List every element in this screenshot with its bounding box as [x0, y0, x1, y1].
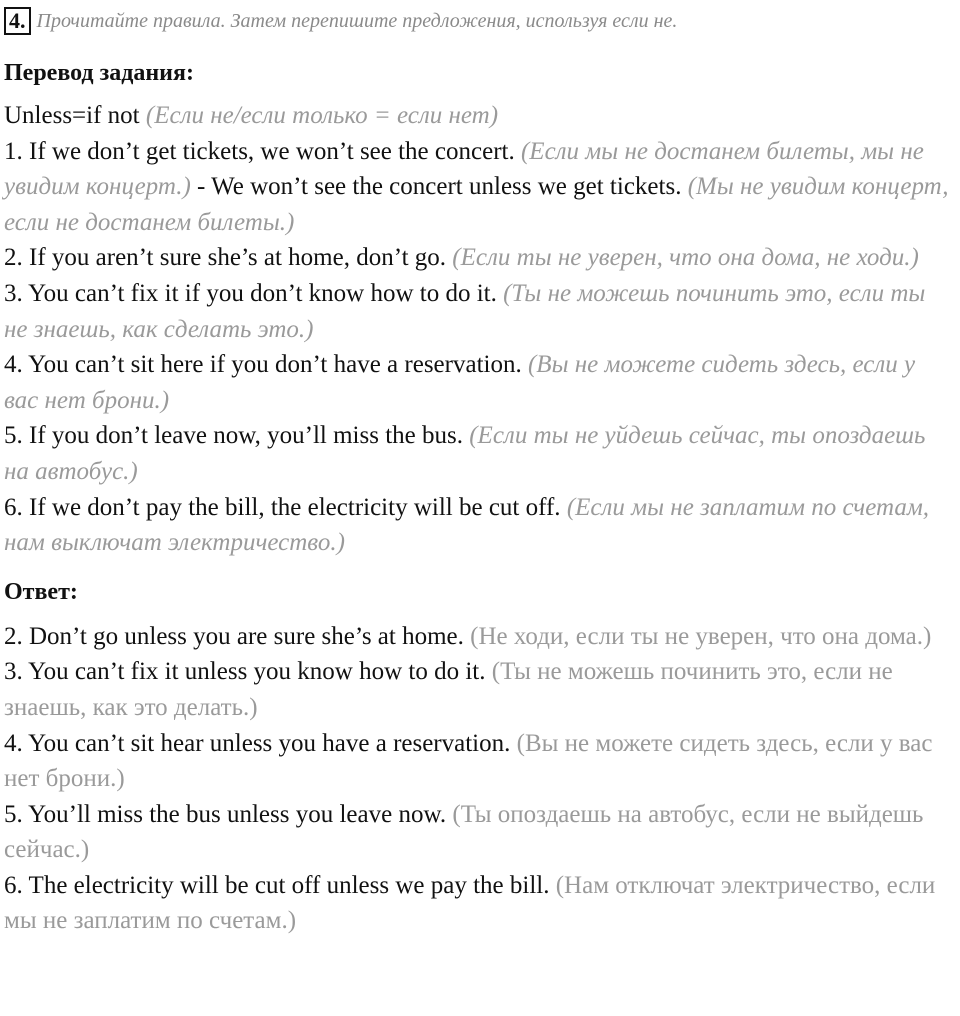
sentence-ru: (Если ты не уйдешь сейчас, ты опоздаешь на автобус.) [4, 422, 926, 485]
sentence-4 [4, 347, 954, 418]
answer-en: 5. You’ll miss the bus unless you leave now. [4, 800, 447, 828]
sentence-6 [4, 490, 954, 561]
answer-2 [4, 619, 954, 655]
answer-en: 6. The electricity will be cut off unless we pay the bill. [4, 871, 550, 899]
answer-ru: (Ты опоздаешь на автобус, если не выйдешь сейчас.) [4, 800, 924, 864]
rule-en: Unless=if not [4, 102, 140, 129]
answer-ru: (Нам отключат электричество, если мы не заплатим по счетам.) [4, 871, 936, 935]
answer-en: 2. Don’t go unless you are sure she’s at home. [4, 622, 464, 650]
sentence-en: 4. You can’t sit here if you don’t have a reservation. [4, 351, 522, 379]
sentence-1 [4, 134, 954, 241]
sentence-3 [4, 276, 954, 347]
answer-ru: (Не ходи, если ты не уверен, что она дома.) [470, 622, 932, 650]
answer-6 [4, 868, 954, 939]
document-page [4, 4, 954, 939]
sentence-en: 3. You can’t fix it if you don’t know how to do it. [4, 279, 497, 307]
sentence-ru: (Если мы не достанем билеты, мы не увидим концерт.) [4, 137, 924, 201]
sentence-5 [4, 418, 954, 489]
sentence-ru: (Ты не можешь починить это, если ты не знаешь, как сделать это.) [4, 279, 926, 343]
sentence-ru: (Если ты не уверен, что она дома, не ходи.) [452, 244, 919, 272]
sentence-ru: (Вы не можете сидеть здесь, если у вас нет брони.) [4, 351, 916, 414]
task-instruction: Прочитайте правила. Затем перепишите предложения, используя если не. [36, 9, 678, 32]
answer-3 [4, 654, 954, 725]
translation-block [4, 98, 954, 561]
answer-5 [4, 797, 954, 868]
task-number: 4. [4, 7, 31, 35]
sentence-2 [4, 240, 954, 276]
sentence-en: 6. If we don’t pay the bill, the electricity will be cut off. [4, 493, 561, 521]
sentence-ru: (Если мы не заплатим по счетам, нам выключат электричество.) [4, 493, 930, 557]
answer-en: 4. You can’t sit hear unless you have a reservation. [4, 729, 511, 757]
answer-4 [4, 726, 954, 797]
sentence-ru-rewrite: (Мы не увидим концерт, если не достанем билеты.) [4, 173, 949, 236]
task-header [4, 4, 954, 38]
sentence-en: 1. If we don’t get tickets, we won’t see the concert. [4, 137, 515, 165]
answer-ru: (Вы не можете сидеть здесь, если у вас нет брони.) [4, 729, 933, 793]
answer-en: 3. You can’t fix it unless you know how to do it. [4, 658, 486, 686]
translation-heading: Перевод задания: [4, 60, 194, 86]
sentence-en: 5. If you don’t leave now, you’ll miss the bus. [4, 422, 463, 450]
answer-block [4, 619, 954, 939]
rule-line [4, 98, 954, 134]
answer-heading: Ответ: [4, 578, 78, 605]
sentence-en: 2. If you aren’t sure she’s at home, don’t go. [4, 244, 447, 272]
answer-ru: (Ты не можешь починить это, если не знаешь, как это делать.) [4, 658, 893, 721]
rule-ru: (Если не/если только = если нет) [145, 102, 499, 129]
sentence-en-rewrite: - We won’t see the concert unless we get tickets. [197, 173, 682, 201]
